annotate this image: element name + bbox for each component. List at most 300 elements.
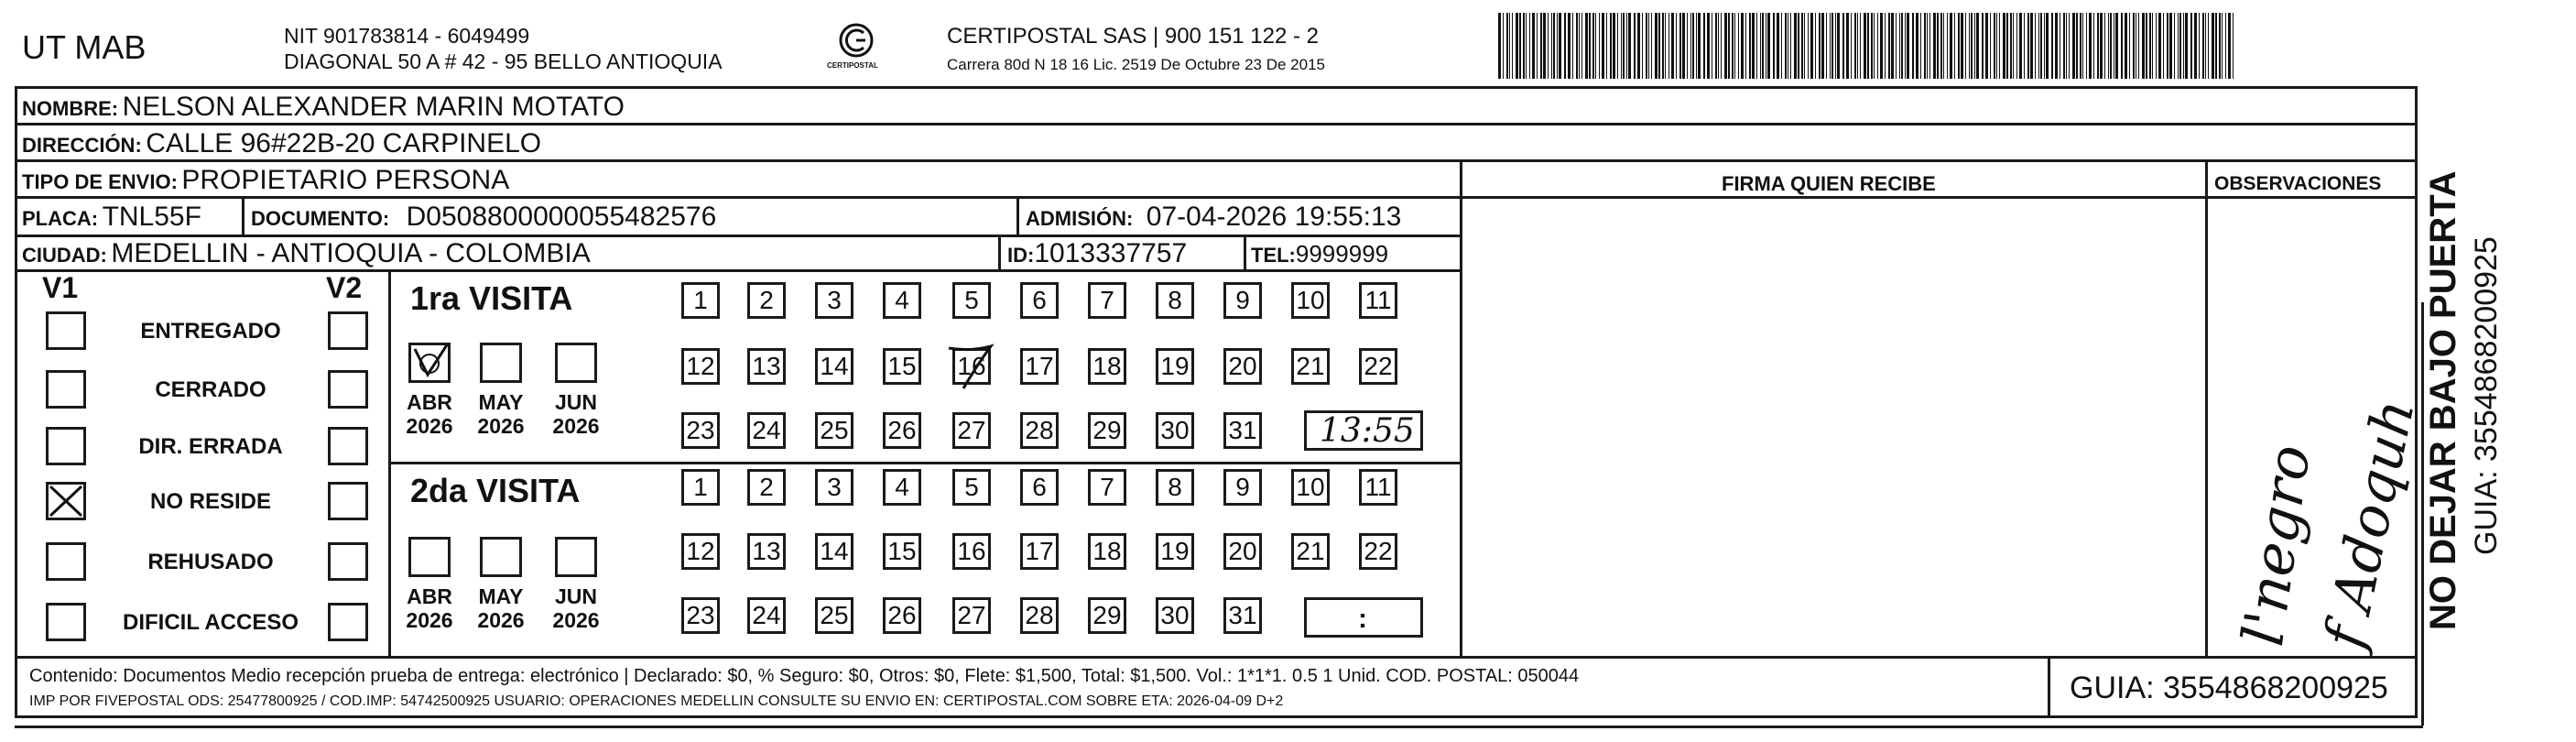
first-visit-day-box[interactable]: 12: [681, 348, 720, 385]
first-visit-day-box[interactable]: 18: [1088, 348, 1126, 385]
barcode-bar: [1888, 13, 1890, 79]
barcode-bar: [2222, 13, 2223, 79]
barcode-bar: [1851, 13, 1852, 79]
barcode-bar: [1523, 13, 1525, 79]
barcode-bar: [2063, 13, 2065, 79]
second-visit-day-box[interactable]: 9: [1223, 469, 1262, 506]
documento-label: DOCUMENTO:: [251, 207, 390, 230]
barcode-bar: [1543, 13, 1546, 79]
barcode-bar: [1628, 13, 1631, 79]
second-visit-day-box[interactable]: 30: [1156, 597, 1194, 634]
visit-sep: [388, 462, 1460, 464]
status-label: DIFICIL ACCESO: [122, 610, 299, 635]
second-visit-day-box[interactable]: 31: [1223, 597, 1262, 634]
placa-label: PLACA:: [22, 207, 99, 230]
second-visit-month-checkbox[interactable]: [408, 537, 451, 577]
month-year: 2026: [406, 608, 453, 633]
v1-checkbox[interactable]: [46, 482, 86, 520]
second-visit-month-label: [397, 584, 462, 633]
first-visit-day-box[interactable]: 31: [1223, 412, 1262, 449]
barcode-bar: [1637, 13, 1640, 79]
placa-sep: [242, 196, 245, 235]
month-abbr: JUN: [554, 390, 597, 414]
second-visit-day-box[interactable]: 25: [815, 597, 853, 634]
barcode-bar: [2038, 13, 2039, 79]
barcode-bar: [1692, 13, 1694, 79]
second-visit-day-box[interactable]: 20: [1223, 533, 1262, 570]
v2-checkbox[interactable]: [328, 427, 368, 465]
barcode-bar: [1958, 13, 1960, 79]
footer-guia: GUIA: 3554868200925: [2070, 671, 2388, 705]
barcode-bar: [2080, 13, 2081, 79]
barcode-bar: [1929, 13, 1930, 79]
barcode-bar: [2027, 13, 2029, 79]
month-year: 2026: [406, 414, 453, 439]
barcode-bar: [2030, 13, 2033, 79]
barcode-bar: [2040, 13, 2042, 79]
first-visit-month-checkbox[interactable]: [555, 343, 597, 383]
barcode-bar: [1724, 13, 1727, 79]
barcode-bar: [1557, 13, 1558, 79]
barcode-bar: [2202, 13, 2204, 79]
barcode-bar: [2142, 13, 2145, 79]
month-abbr: ABR: [407, 584, 452, 608]
row-line-5: [15, 269, 1460, 272]
certipostal-logo: [829, 20, 884, 77]
first-visit-day-box[interactable]: 16: [952, 348, 991, 385]
barcode-bar: [1990, 13, 1991, 79]
barcode-bar: [2215, 13, 2217, 79]
barcode-bar: [1937, 13, 1939, 79]
barcode-bar: [1559, 13, 1561, 79]
first-visit-day-box[interactable]: 15: [883, 348, 921, 385]
barcode-bar: [1516, 13, 1518, 79]
id-sep: [998, 235, 1001, 269]
second-visit-time-box[interactable]: [1304, 597, 1423, 638]
barcode-bar: [1506, 13, 1508, 79]
second-visit-month-label: [469, 584, 533, 633]
barcode-bar: [1826, 13, 1827, 79]
second-visit-day-box[interactable]: 29: [1088, 597, 1126, 634]
barcode-bar: [1767, 13, 1770, 79]
barcode-bar: [2016, 13, 2017, 79]
barcode-bar: [2089, 13, 2092, 79]
barcode-bar: [1585, 13, 1588, 79]
barcode-bar: [1974, 13, 1975, 79]
barcode-bar: [1835, 13, 1836, 79]
barcode-bar: [1940, 13, 1942, 79]
barcode-bar: [1907, 13, 1909, 79]
tel-sep: [1244, 235, 1246, 269]
second-visit-month-checkbox[interactable]: [480, 537, 522, 577]
barcode-bar: [1760, 13, 1761, 79]
firma-label: FIRMA QUIEN RECIBE: [1722, 172, 1936, 195]
second-visit-day-box[interactable]: 1: [681, 469, 720, 506]
barcode-bar: [1877, 13, 1878, 79]
second-visit-day-box[interactable]: 21: [1291, 533, 1330, 570]
month-abbr: MAY: [478, 584, 524, 608]
barcode-bar: [2233, 13, 2234, 79]
barcode-bar: [1860, 13, 1861, 79]
barcode-bar: [1671, 13, 1674, 79]
second-visit-day-box[interactable]: 26: [883, 597, 921, 634]
frame-shadow-bottom: [15, 726, 2423, 728]
second-visit-day-box[interactable]: 28: [1020, 597, 1059, 634]
first-visit-day-box[interactable]: 22: [1359, 348, 1397, 385]
nombre-value: NELSON ALEXANDER MARIN MOTATO: [122, 92, 625, 122]
admision-sep: [1016, 196, 1019, 235]
direccion-value: CALLE 96#22B-20 CARPINELO: [146, 128, 542, 158]
barcode-bar: [1837, 13, 1840, 79]
second-visit-day-box[interactable]: 4: [883, 469, 921, 506]
barcode-bar: [1842, 13, 1844, 79]
logo-text: CERTIPOSTAL: [827, 61, 878, 70]
v1-checkbox[interactable]: [46, 311, 86, 350]
barcode-bar: [2066, 13, 2067, 79]
month-year: 2026: [552, 608, 600, 633]
barcode-bar: [1738, 13, 1739, 79]
barcode-bar: [1734, 13, 1735, 79]
barcode-bar: [2138, 13, 2139, 79]
second-visit-day-box[interactable]: 7: [1088, 469, 1126, 506]
v1-checkbox[interactable]: [46, 370, 86, 409]
barcode-bar: [1540, 13, 1542, 79]
barcode-bar: [2006, 13, 2008, 79]
barcode-bar: [2208, 13, 2209, 79]
barcode-bar: [1854, 13, 1856, 79]
barcode-bar: [1665, 13, 1666, 79]
first-visit-day-box[interactable]: 30: [1156, 412, 1194, 449]
first-visit-day-box[interactable]: 28: [1020, 412, 1059, 449]
month-abbr: ABR: [407, 390, 452, 414]
barcode-bar: [1721, 13, 1722, 79]
admision-label: ADMISIÓN:: [1026, 207, 1134, 230]
tel-label: TEL:: [1251, 244, 1296, 267]
status-label: DIR. ERRADA: [138, 434, 283, 459]
ciudad-value: MEDELLIN - ANTIOQUIA - COLOMBIA: [111, 238, 591, 268]
barcode-bar: [1857, 13, 1858, 79]
barcode-bar: [1690, 13, 1691, 79]
direccion-label: DIRECCIÓN:: [22, 134, 142, 157]
first-visit-day-box[interactable]: 13: [747, 348, 786, 385]
nombre-label: NOMBRE:: [22, 97, 119, 120]
company-code: UT MAB: [22, 28, 147, 66]
first-visit-day-box[interactable]: 5: [952, 282, 991, 319]
barcode-bar: [1651, 13, 1652, 79]
barcode-bar: [1610, 13, 1612, 79]
barcode-bar: [2205, 13, 2206, 79]
barcode-bar: [2183, 13, 2184, 79]
admision-value: 07-04-2026 19:55:13: [1146, 202, 1402, 232]
barcode-bar: [1996, 13, 1997, 79]
first-visit-title: 1ra VISITA: [410, 279, 573, 317]
barcode-bar: [1642, 13, 1643, 79]
barcode-bar: [1905, 13, 1906, 79]
id-label: ID:: [1007, 244, 1035, 267]
v1-label: V1: [42, 271, 79, 304]
barcode-bar: [1916, 13, 1918, 79]
v1-checkbox[interactable]: [46, 542, 86, 581]
first-visit-day-box[interactable]: 24: [747, 412, 786, 449]
barcode-bar: [1519, 13, 1521, 79]
barcode-bar: [1821, 13, 1824, 79]
observaciones-left-line: [2205, 159, 2208, 656]
first-visit-day-box[interactable]: 3: [815, 282, 853, 319]
first-visit-month-label: [469, 390, 533, 439]
second-visit-day-box[interactable]: 24: [747, 597, 786, 634]
nit-text: NIT 901783814 - 6049499: [284, 24, 530, 48]
tel-value: 9999999: [1295, 240, 1389, 267]
barcode-bar: [1976, 13, 1979, 79]
barcode-bar: [1954, 13, 1955, 79]
tipo-value: PROPIETARIO PERSONA: [181, 165, 510, 195]
footer-guia-sep: [2048, 656, 2050, 718]
observaciones-handwriting-1: l'negro: [2229, 441, 2323, 650]
row-line-1: [15, 123, 2418, 125]
row-line-3: [15, 196, 2418, 199]
barcode-bar: [1576, 13, 1578, 79]
first-visit-day-box[interactable]: 26: [883, 412, 921, 449]
v2-checkbox[interactable]: [328, 370, 368, 409]
v2-checkbox[interactable]: [328, 482, 368, 520]
barcode-bar: [1969, 13, 1970, 79]
month-abbr: MAY: [478, 390, 524, 414]
first-visit-day-box[interactable]: 7: [1088, 282, 1126, 319]
first-visit-day-box[interactable]: 9: [1223, 282, 1262, 319]
barcode-bar: [2046, 13, 2049, 79]
barcode-bar: [2167, 13, 2168, 79]
side-no-dejar: NO DEJAR BAJO PUERTA: [2423, 170, 2463, 630]
barcode-bar: [1599, 13, 1600, 79]
barcode-bar: [2219, 13, 2221, 79]
v1-checkbox[interactable]: [46, 427, 86, 465]
first-visit-day-box[interactable]: 27: [952, 412, 991, 449]
barcode-bar: [1564, 13, 1566, 79]
side-guia: GUIA: 3554868200925: [2469, 236, 2504, 555]
second-visit-day-box[interactable]: 2: [747, 469, 786, 506]
first-visit-month-checkbox[interactable]: [480, 343, 522, 383]
barcode-bar: [2100, 13, 2103, 79]
barcode-bar: [1526, 13, 1527, 79]
barcode-bar: [1529, 13, 1530, 79]
documento-value: D0508800000055482576: [406, 202, 717, 232]
first-visit-day-box[interactable]: 2: [747, 282, 786, 319]
barcode-bar: [1682, 13, 1685, 79]
second-visit-day-box[interactable]: 22: [1359, 533, 1397, 570]
second-visit-day-box[interactable]: 14: [815, 533, 853, 570]
sender-address: DIAGONAL 50 A # 42 - 95 BELLO ANTIOQUIA: [284, 49, 723, 73]
barcode-bar: [1965, 13, 1966, 79]
v2-checkbox[interactable]: [328, 542, 368, 581]
first-visit-month-checkbox[interactable]: [408, 343, 451, 383]
second-visit-month-checkbox[interactable]: [555, 537, 597, 577]
barcode-bar: [1801, 13, 1803, 79]
barcode-bar: [1648, 13, 1649, 79]
first-visit-day-box[interactable]: 19: [1156, 348, 1194, 385]
certipostal-line-2: Carrera 80d N 18 16 Lic. 2519 De Octubre 23 De 2015: [947, 56, 1325, 73]
barcode-bar: [1655, 13, 1658, 79]
first-visit-day-box[interactable]: 11: [1359, 282, 1397, 319]
barcode-bar: [1658, 13, 1660, 79]
first-visit-day-box[interactable]: 17: [1020, 348, 1059, 385]
first-visit-day-box[interactable]: 10: [1291, 282, 1330, 319]
barcode-bar: [1728, 13, 1730, 79]
barcode-bar: [1777, 13, 1779, 79]
barcode-bar: [2097, 13, 2099, 79]
second-visit-day-box[interactable]: 8: [1156, 469, 1194, 506]
first-visit-day-box[interactable]: 1: [681, 282, 720, 319]
barcode-bar: [2121, 13, 2123, 79]
barcode-bar: [1581, 13, 1582, 79]
handwritten-mark-icon: [943, 339, 998, 394]
barcode-bar: [1808, 13, 1809, 79]
barcode-bar: [1512, 13, 1513, 79]
barcode-bar: [1595, 13, 1596, 79]
barcode-bar: [2069, 13, 2070, 79]
barcode-bar: [2163, 13, 2164, 79]
footer-contenido: Contenido: Documentos Medio recepción prueba de entrega: electrónico | Declarado: $0, % Seguro: $0, Otros: $0, Flete: $1,500, Total: $1,500. Vol.: 1*1*1. 0.5 1 Unid. COD. POSTAL: 050044: [29, 666, 1580, 686]
second-visit-day-box[interactable]: 19: [1156, 533, 1194, 570]
month-year: 2026: [477, 608, 525, 633]
firma-left-line: [1460, 159, 1462, 656]
v2-checkbox[interactable]: [328, 603, 368, 641]
barcode-bar: [2010, 13, 2012, 79]
barcode-bar: [2035, 13, 2036, 79]
barcode-bar: [1509, 13, 1510, 79]
barcode-bar: [2076, 13, 2078, 79]
second-visit-day-box[interactable]: 6: [1020, 469, 1059, 506]
barcode-bar: [1798, 13, 1799, 79]
barcode-bar: [2149, 13, 2151, 79]
second-visit-day-box[interactable]: 3: [815, 469, 853, 506]
barcode-bar: [1985, 13, 1988, 79]
barcode-bar: [2024, 13, 2025, 79]
first-visit-day-box[interactable]: 20: [1223, 348, 1262, 385]
barcode-bar: [1831, 13, 1833, 79]
barcode-bar: [2110, 13, 2112, 79]
first-visit-day-box[interactable]: 4: [883, 282, 921, 319]
barcode-bar: [1927, 13, 1928, 79]
barcode-bar: [1707, 13, 1710, 79]
second-visit-day-box[interactable]: 5: [952, 469, 991, 506]
barcode-bar: [2179, 13, 2181, 79]
barcode-bar: [2194, 13, 2197, 79]
barcode-bar: [1553, 13, 1555, 79]
status-label: REHUSADO: [147, 550, 274, 574]
first-visit-day-box[interactable]: 29: [1088, 412, 1126, 449]
first-visit-time-box[interactable]: [1304, 410, 1423, 451]
first-visit-day-box[interactable]: 8: [1156, 282, 1194, 319]
barcode-bar: [1662, 13, 1664, 79]
check-mark-icon: [411, 345, 450, 382]
row-line-2: [15, 159, 2418, 162]
barcode-bar: [1943, 13, 1944, 79]
v2-checkbox[interactable]: [328, 311, 368, 350]
tipo-label: TIPO DE ENVIO:: [22, 170, 178, 193]
second-visit-day-box[interactable]: 17: [1020, 533, 1059, 570]
barcode-bar: [1732, 13, 1734, 79]
barcode-bar: [1762, 13, 1764, 79]
barcode-bar: [2055, 13, 2058, 79]
first-visit-month-label: [544, 390, 608, 439]
barcode-bar: [1982, 13, 1984, 79]
first-visit-day-box[interactable]: 14: [815, 348, 853, 385]
barcode-bar: [1568, 13, 1571, 79]
barcode-bar: [1623, 13, 1625, 79]
second-visit-day-box[interactable]: 10: [1291, 469, 1330, 506]
barcode-bar: [1912, 13, 1914, 79]
barcode-bar: [1810, 13, 1813, 79]
month-abbr: JUN: [554, 584, 597, 608]
barcode-bar: [2108, 13, 2109, 79]
second-visit-day-box[interactable]: 12: [681, 533, 720, 570]
x-mark-icon: [49, 485, 83, 518]
barcode-bar: [1773, 13, 1775, 79]
second-visit-day-box[interactable]: 13: [747, 533, 786, 570]
footer-imp: IMP POR FIVEPOSTAL ODS: 25477800925 / COD.IMP: 54742500925 USUARIO: OPERACIONES MEDELLIN CONSULTE SU ENVIO EN: CERTIPOSTAL.COM SOBRE ETA: 2026-04-09 D+2: [29, 693, 1284, 709]
barcode-bar: [1715, 13, 1717, 79]
first-visit-day-box[interactable]: 23: [681, 412, 720, 449]
barcode-bar: [1891, 13, 1894, 79]
barcode-bar: [2174, 13, 2175, 79]
v2-label: V2: [326, 271, 363, 304]
barcode-bar: [1781, 13, 1782, 79]
first-visit-day-box[interactable]: 25: [815, 412, 853, 449]
barcode-bar: [1745, 13, 1746, 79]
barcode-bar: [1572, 13, 1573, 79]
barcode-bar: [1846, 13, 1849, 79]
second-visit-time: :: [1358, 604, 1367, 634]
first-visit-day-box[interactable]: 6: [1020, 282, 1059, 319]
second-visit-day-box[interactable]: 11: [1359, 469, 1397, 506]
ciudad-label: CIUDAD:: [22, 244, 107, 267]
barcode-bar: [1819, 13, 1821, 79]
barcode-bar: [2169, 13, 2172, 79]
second-visit-day-box[interactable]: 27: [952, 597, 991, 634]
id-value: 1013337757: [1034, 238, 1188, 268]
barcode-bar: [1896, 13, 1897, 79]
v1-checkbox[interactable]: [46, 603, 86, 641]
barcode-bar: [1830, 13, 1831, 79]
barcode-bar: [2146, 13, 2147, 79]
month-year: 2026: [477, 414, 525, 439]
barcode-bar: [2013, 13, 2014, 79]
barcode: [1498, 13, 2234, 79]
barcode-bar: [2125, 13, 2127, 79]
second-visit-day-box[interactable]: 18: [1088, 533, 1126, 570]
barcode-bar: [1592, 13, 1594, 79]
first-visit-day-box[interactable]: 21: [1291, 348, 1330, 385]
barcode-bar: [1971, 13, 1973, 79]
barcode-bar: [1756, 13, 1757, 79]
barcode-bar: [1668, 13, 1669, 79]
second-visit-day-box[interactable]: 16: [952, 533, 991, 570]
barcode-bar: [2086, 13, 2087, 79]
first-visit-time: 13:55: [1320, 412, 1415, 450]
barcode-bar: [2044, 13, 2045, 79]
barcode-bar: [2019, 13, 2022, 79]
second-visit-day-box[interactable]: 15: [883, 533, 921, 570]
barcode-bar: [1602, 13, 1604, 79]
second-visit-day-box[interactable]: 23: [681, 597, 720, 634]
barcode-bar: [1864, 13, 1866, 79]
barcode-bar: [1551, 13, 1552, 79]
barcode-bar: [1676, 13, 1677, 79]
barcode-bar: [1698, 13, 1701, 79]
barcode-bar: [1867, 13, 1869, 79]
barcode-bar: [1899, 13, 1900, 79]
barcode-bar: [2156, 13, 2157, 79]
